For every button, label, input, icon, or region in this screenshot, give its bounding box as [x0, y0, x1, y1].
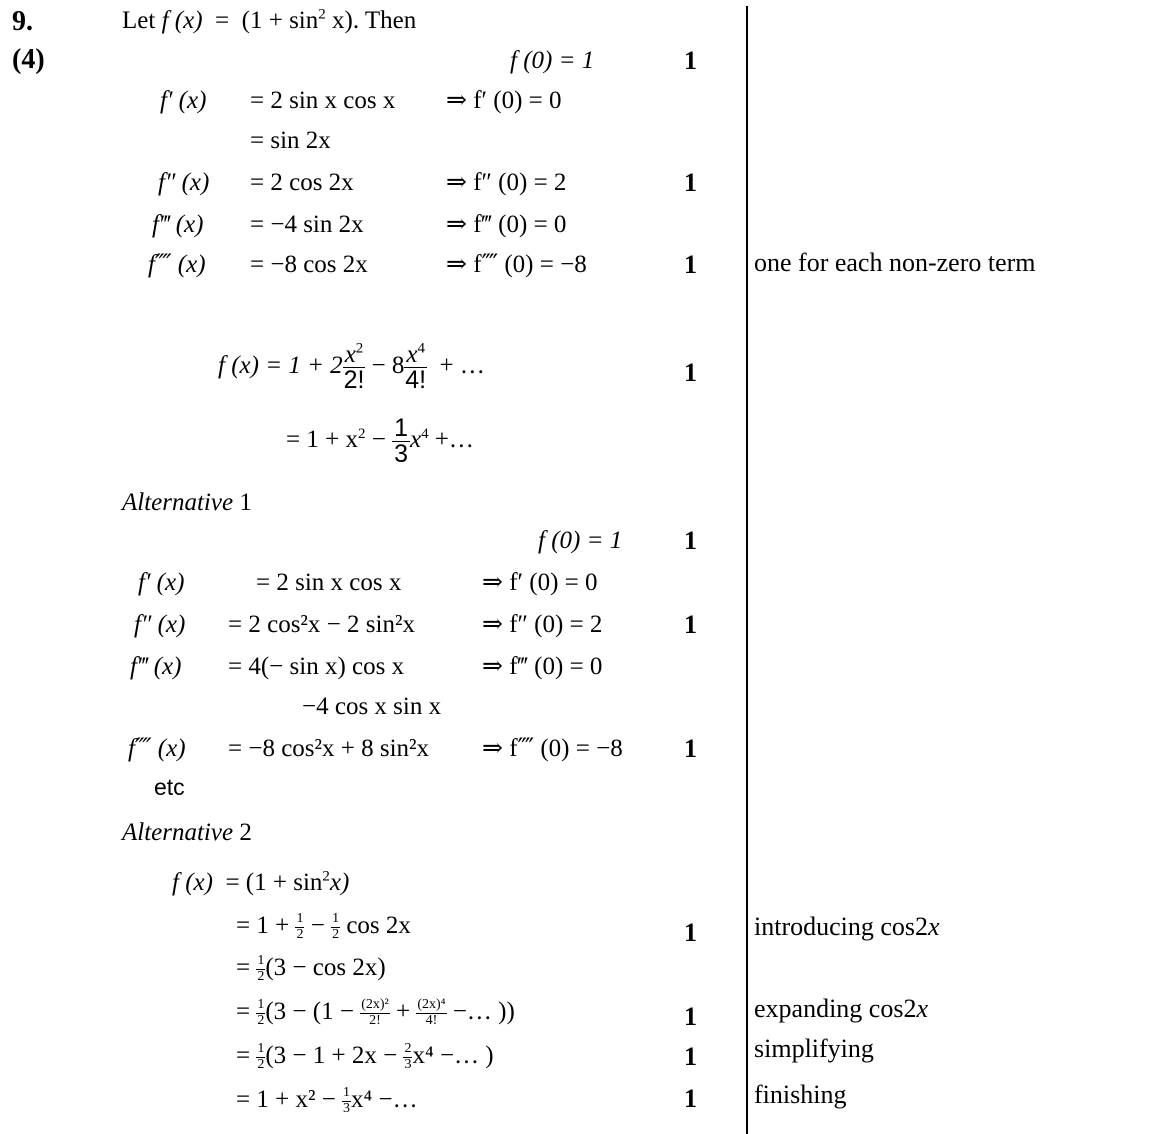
note-finishing: finishing	[754, 1080, 847, 1109]
ffourth-result: ⇒ f⁗ (0) = −8	[446, 251, 587, 278]
note-nonzero-term: one for each non-zero term	[754, 248, 1036, 277]
mark-5: 1	[684, 526, 697, 555]
f0-value: f (0) = 1	[510, 47, 595, 74]
note-simplifying: simplifying	[754, 1034, 874, 1063]
intro-line: Let f $(x) = (1 + \sin^2 x)$. Then	[122, 6, 417, 34]
alt1-fsecond-rhs: = 2 cos²x − 2 sin²x	[228, 611, 415, 638]
fthird-lhs: f‴ (x)	[152, 211, 204, 238]
alt1-ffourth-lhs: f⁗ (x)	[128, 735, 186, 762]
fraction-x4-over-4fact: $\frac{x^4}{4!}$	[405, 340, 427, 394]
series-line: f (x) = 1 + 2 $\frac{x^2}{2!}$ − 8 $\frac{x^4}{4!}$ + …	[218, 340, 485, 394]
alt1-fthird-result: ⇒ f‴ (0) = 0	[482, 653, 603, 680]
note-expanding: expanding cos2x	[754, 994, 929, 1023]
alt1-f0: f (0) = 1	[538, 527, 623, 554]
alt1-ffourth-result: ⇒ f⁗ (0) = −8	[482, 735, 623, 762]
mark-4: 1	[684, 358, 697, 387]
alt1-fprime-lhs: f′ (x)	[138, 569, 185, 596]
alt1-fthird-lhs: f‴ (x)	[130, 653, 182, 680]
fsecond-rhs: = 2 cos 2x	[250, 169, 354, 196]
alt1-fprime-rhs: = 2 sin x cos x	[256, 569, 402, 596]
fthird-result: ⇒ f‴ (0) = 0	[446, 211, 567, 238]
mark-9: 1	[684, 1002, 697, 1031]
ffourth-lhs: f⁗ (x)	[148, 251, 206, 278]
mark-8: 1	[684, 918, 697, 947]
fraction-x2-over-2fact: $\frac{x^2}{2!}$	[343, 340, 365, 394]
alt2-line5: = $\frac{1}{2}$ (3 − 1 + 2x − $\frac{2}{3}$ x⁴ −… )	[236, 1041, 494, 1072]
fthird-rhs: = −4 sin 2x	[250, 211, 364, 238]
fsecond-lhs: f″ (x)	[158, 169, 210, 196]
question-number: 9.	[12, 6, 33, 37]
mark-11: 1	[684, 1084, 697, 1113]
fprime-lhs: f′ (x)	[160, 87, 207, 114]
alt1-etc: etc	[154, 774, 185, 800]
ffourth-rhs: = −8 cos 2x	[250, 251, 368, 278]
alt1-fprime-result: ⇒ f′ (0) = 0	[482, 569, 598, 596]
mark-3: 1	[684, 250, 697, 279]
alt2-line4: = $\frac{1}{2}$ (3 − (1 − $\frac{\text{(2x)²}}{2!}$ + $\frac{\text{(2x)⁴}}{4!}$ −… ))	[236, 997, 515, 1028]
alt2-line6: = 1 + x² − $\frac{1}{3}$ x⁴ −…	[236, 1085, 418, 1116]
alt2-line1: f $(x) = (1 + \sin^2x)$	[172, 868, 350, 896]
alt1-ffourth-rhs: = −8 cos²x + 8 sin²x	[228, 735, 430, 762]
question-marks: (4)	[12, 44, 45, 75]
mark-7: 1	[684, 734, 697, 763]
alt2-title: Alternative 2	[122, 819, 252, 846]
mark-6: 1	[684, 610, 697, 639]
alt1-fthird-continued: −4 cos x sin x	[302, 693, 442, 720]
series-result: = $1 + x^2$ − $\frac{1}{3}$ $x^4$ +…	[286, 414, 474, 468]
mark-10: 1	[684, 1042, 697, 1071]
alt1-title: Alternative 1	[122, 489, 252, 516]
fprime-result: ⇒ f′ (0) = 0	[446, 87, 562, 114]
alt2-line2: = 1 + $\frac{1}{2}$ − $\frac{1}{2}$ cos 2x	[236, 911, 411, 942]
alt1-fthird-rhs: = 4(− sin x) cos x	[228, 653, 405, 680]
margin-divider	[746, 6, 748, 1134]
mark-2: 1	[684, 168, 697, 197]
fsecond-result: ⇒ f″ (0) = 2	[446, 169, 567, 196]
mark-1: 1	[684, 46, 697, 75]
note-introducing: introducing cos2x	[754, 912, 940, 941]
alt1-fsecond-lhs: f″ (x)	[134, 611, 186, 638]
fprime-rhs: = 2 sin x cos x	[250, 87, 396, 114]
alt1-fsecond-result: ⇒ f″ (0) = 2	[482, 611, 603, 638]
fprime-simplified: = sin 2x	[250, 127, 331, 154]
alt2-line3: = $\frac{1}{2}$ (3 − cos 2x)	[236, 953, 386, 984]
